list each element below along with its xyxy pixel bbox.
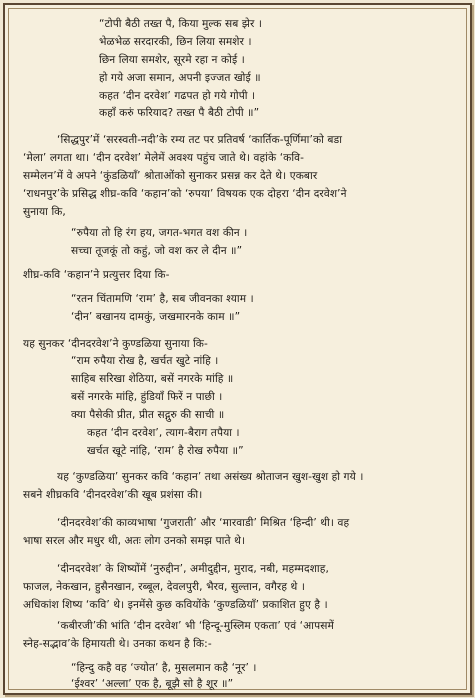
verse-line: “रुपैया तो हि रंग हय, जगत-भगत वश कीन । — [71, 227, 248, 239]
verse-line: “राम रुपैया रोख है, खर्चत खुटे नांहि । — [71, 355, 219, 367]
paragraph-line: ‘सिद्धपुर’में ‘सरस्वती-नदी’के रम्य तट पर प्रतिवर्ष ‘कार्तिक-पूर्णिमा’को बडा — [57, 134, 343, 146]
verse-line: भेळभेळ सरदारकी, छिन लिया समशेर । — [99, 36, 252, 48]
verse-line: कहत ‘दीन दरवेश’, त्याग-बैराग तपैया । — [87, 427, 240, 439]
paragraph-line: फाजल, नेकखान, हुसैनखान, रब्बूल, देवलपुरी, भैरव, सुल्तान, वगैरह थे । — [23, 581, 305, 593]
page-inner-border — [8, 8, 467, 690]
verse-line: “रतन चिंतामणि ‘राम’ है, सब जीवनका श्याम । — [71, 293, 254, 305]
page-frame — [3, 3, 472, 695]
verse-line: कहत ‘दीन दरवेश’ गढपत हो गये गोपी । — [99, 90, 256, 102]
paragraph-line: ‘दीनदरवेश’ के शिष्योंमें ‘नुरुद्दीन’, अमीदुद्दीन, मुराद, नबी, महम्मदशाह, — [57, 563, 329, 575]
paragraph-line: अधिकांश शिष्य ‘कवि’ थे। इनमेंसे कुछ कवियोंके ‘कुण्डळियाँ’ प्रकाशित हुए है । — [23, 599, 328, 611]
verse-line: कहाँ करुं फरियाद? तख्त पै बैठी टोपी ॥” — [99, 107, 260, 119]
paragraph-line: ‘मेला’ लगता था। ‘दीन दरवेश’ मेलेमें अवश्य पहुंच जाते थे। वहांके ‘कवि- — [23, 152, 305, 164]
verse-line: ‘ईश्वर’ ‘अल्ला’ एक है, बूझै सो है शूर ॥” — [71, 678, 234, 690]
verse-line: हो गये अजा समान, अपनी इज्जत खोई ॥ — [99, 72, 261, 84]
paragraph-line: सुनाया कि, — [23, 206, 66, 218]
paragraph-line: स्नेह-सद्भाव’के हिमायती थे। उनका कथन है कि:- — [23, 638, 212, 650]
paragraph-line: भाषा सरल और मधुर थी, अतः लोग उनको समझ पाते थे। — [23, 535, 246, 547]
paragraph-line: यह ‘कुण्डळिया’ सुनकर कवि ‘कहान’ तथा असंख्य श्रोताजन खुश-खुश हो गये । — [57, 471, 364, 483]
verse-line: साहिब सरिखा शेठिया, बसें नगरके मांहि ॥ — [71, 373, 234, 385]
verse-line: सच्चा तूजकूं तो कहुं, जो वश कर ले दीन ॥” — [71, 245, 243, 257]
paragraph-line: सम्मेलन’में वे अपने ‘कुंडळियाँ’ श्रोताओंको सुनाकर प्रसन्न कर देते थे। एकबार — [23, 170, 318, 182]
verse-line: खर्चत खूटे नांहि, ‘राम’ है रोख रुपैया ॥” — [87, 445, 244, 457]
verse-line: “हिन्दु कहै वह ‘ज्योत’ है, मुसलमान कहै ‘नूर’ । — [71, 662, 257, 674]
paragraph-line: सबने शीघ्रकवि ‘दीनदरवेश’की खूब प्रशंसा की। — [23, 489, 203, 501]
paragraph-line: ‘राधनपुर’के प्रसिद्ध शीघ्र-कवि ‘कहान’को ‘रुपया’ विषयक एक दोहरा ‘दीन दरवेश’ने — [23, 188, 347, 200]
paragraph-line: शीघ्र-कवि ‘कहान’ने प्रत्युत्तर दिया कि- — [23, 269, 170, 281]
paragraph-line: ‘कबीरजी’की भांति ‘दीन दरवेश’ भी ‘हिन्दू-मुस्लिम एकता’ एवं ‘आपसमें — [57, 620, 334, 632]
verse-line: छिन लिया समशेर, सूरमे रहा न कोई । — [99, 54, 245, 66]
verse-line: ‘दीन’ बखानय दामकुं, जखमारनके काम ॥” — [71, 311, 241, 323]
verse-line: “टोपी बैठी तख्त पै, किया मुल्क सब झेर । — [99, 18, 262, 30]
verse-line: क्या पैसेकी प्रीत, प्रीत सद्गुरु की साची ॥ — [71, 409, 225, 421]
paragraph-line: यह सुनकर ‘दीनदरवेश’ने कुण्डळिया सुनाया कि- — [23, 338, 208, 350]
paragraph-line: ‘दीनदरवेश’की काव्यभाषा ‘गुजराती’ और ‘मारवाडी’ मिश्रित ‘हिन्दी’ थी। वह — [57, 517, 350, 529]
verse-line: बसें नगरके मांहि, हुंडियाँ फिरें न पाछी । — [71, 391, 223, 403]
